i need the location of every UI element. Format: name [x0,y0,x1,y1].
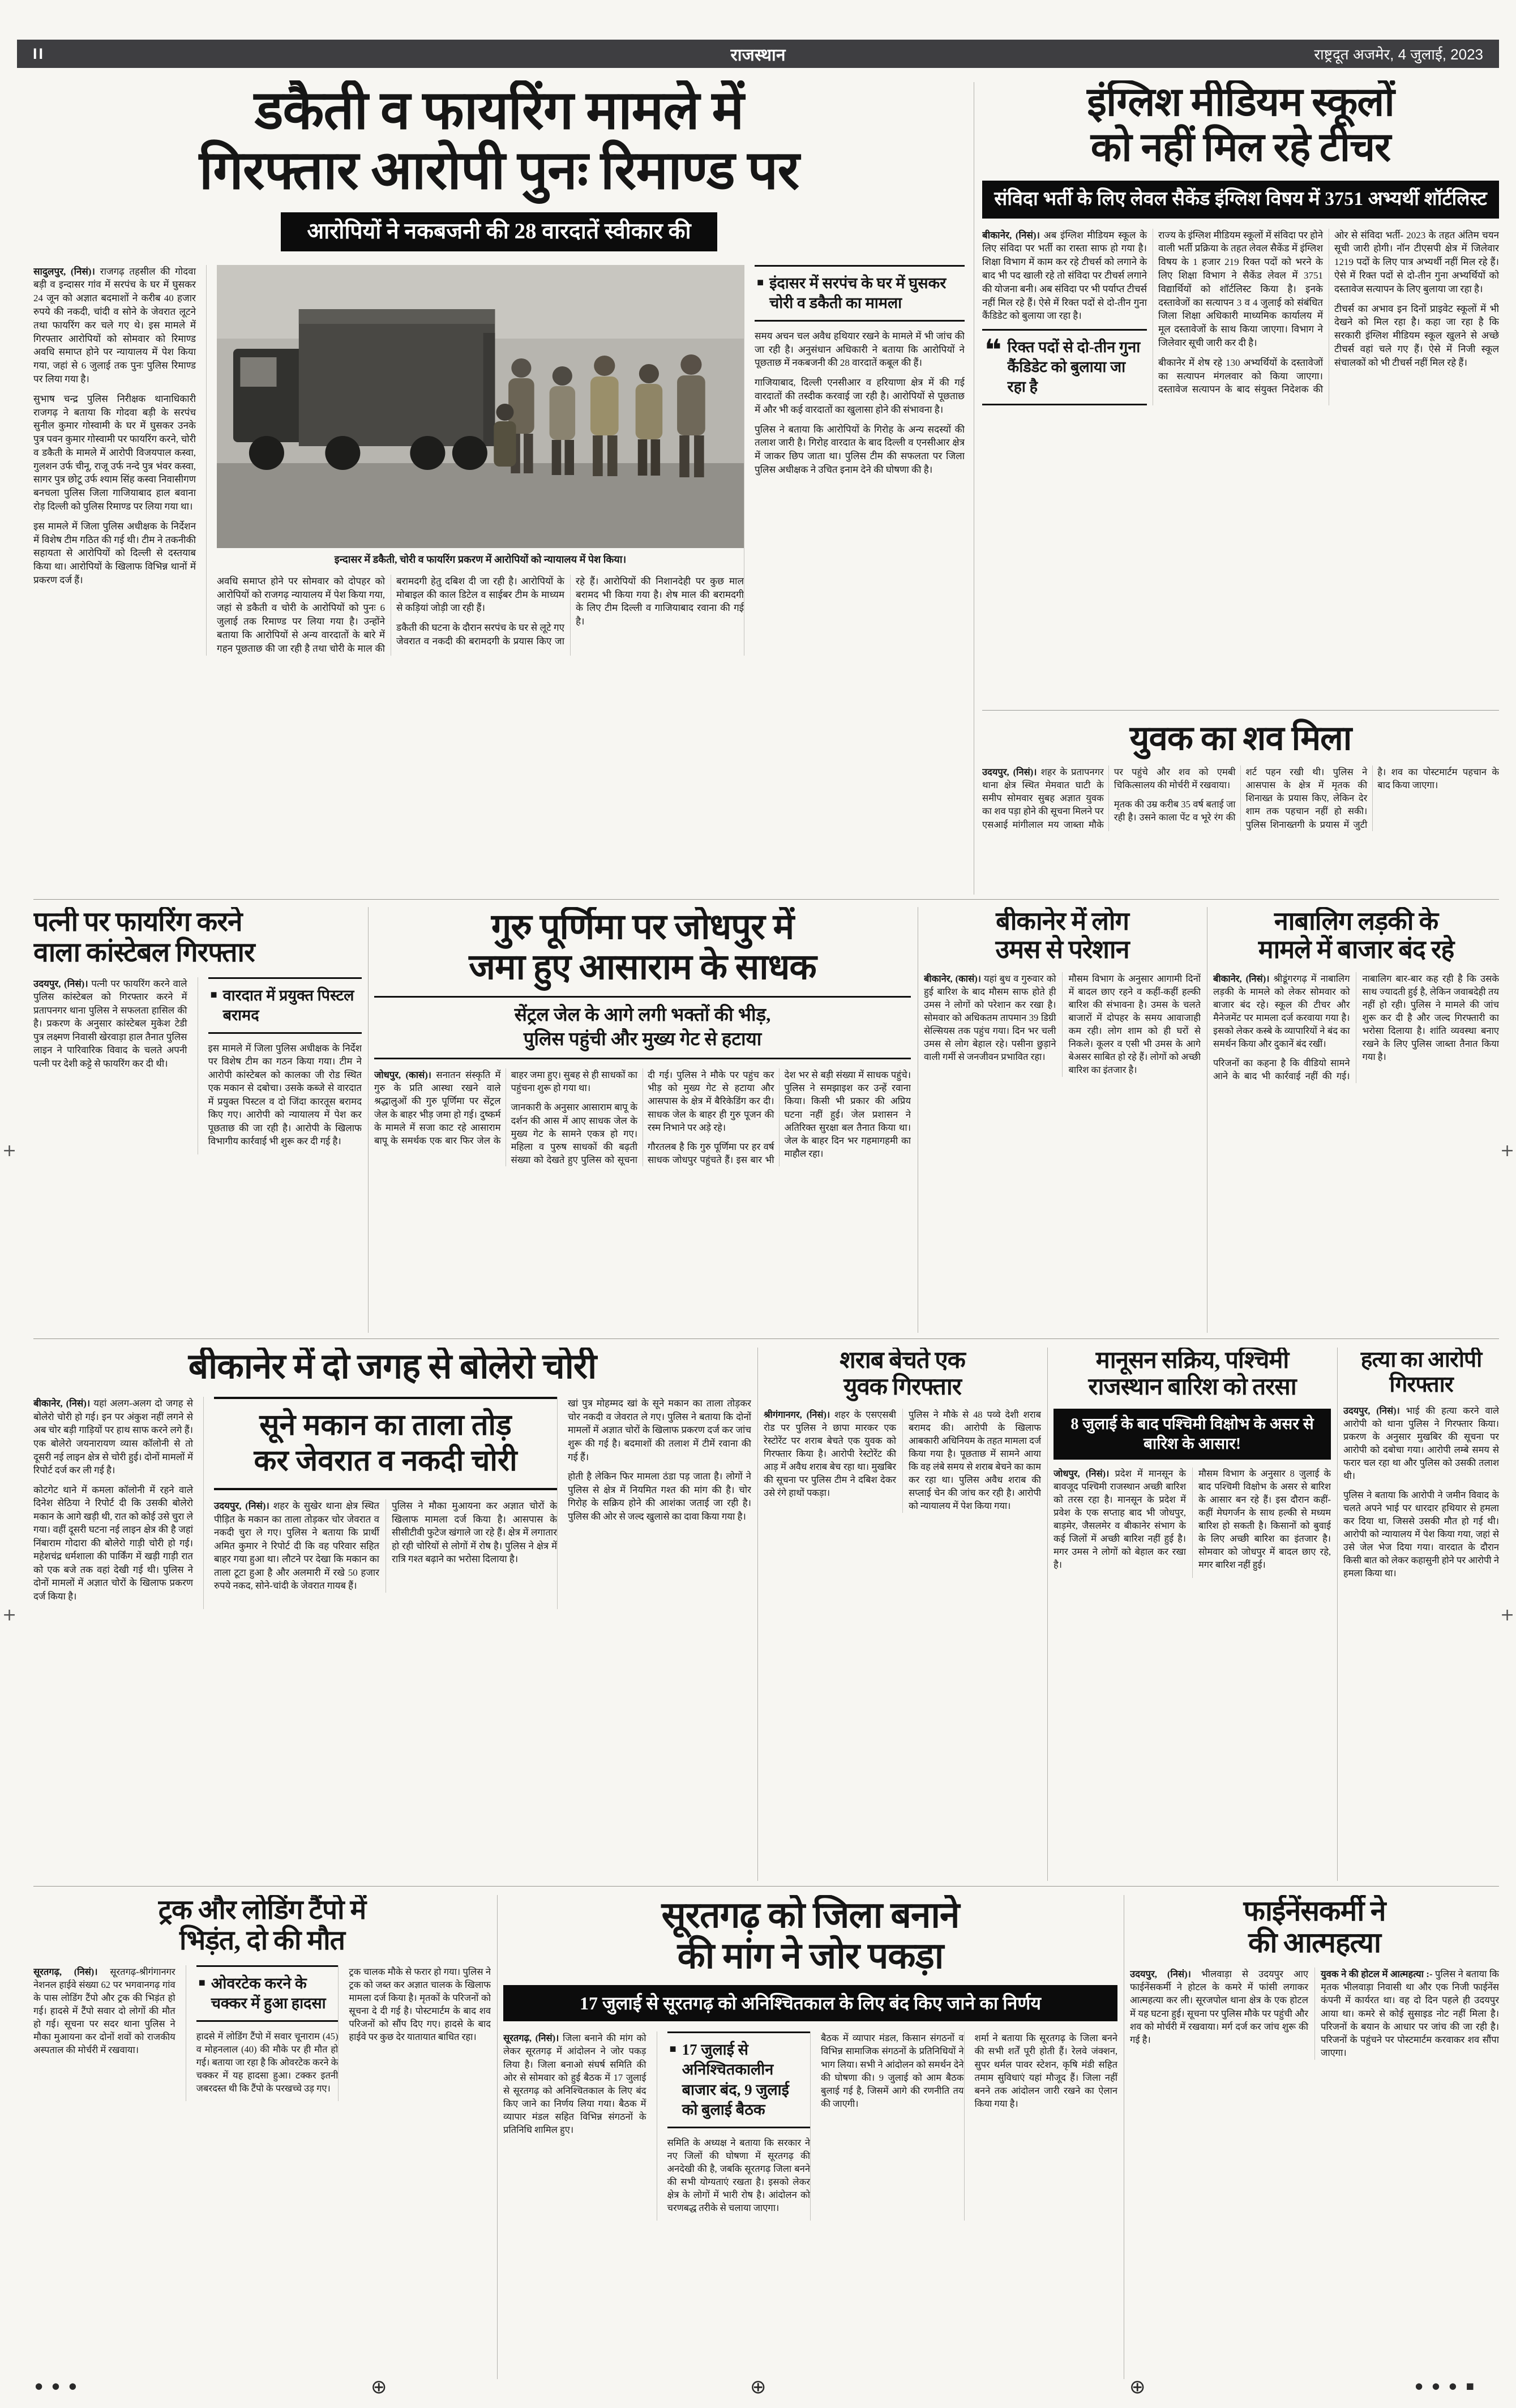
text-column [33,977,198,1154]
paragraph: बैठक में व्यापार मंडल, किसान संगठनों व विभिन्न सामाजिक संगठनों के प्रतिनिधियों ने भाग लिया। सभी ने आंदोलन को समर्थन देने की घोषणा की। 9 जुलाई को आम बैठक बुलाई गई है, जिसमें आगे की रणनीति तय की जाएगी। [821,2033,964,2109]
paragraph: बीकानेर में शेष रहे 130 अभ्यर्थियों के दस्तावेजों का सत्यापन मंगलवार को किया जाएगा। दस्तावेज सत्यापन के बाद संयुक्त निदेशक की ओर से संविदा भर्ती- 2023 के तहत अंतिम चयन सूची जारी होगी। नॉन टीएसपी क्षेत्र में जिलेवार 1219 पदों के लिए पात्र अभ्यर्थी नहीं मिल रहे हैं। ऐसे में रिक्त पदों से दो-तीन गुना अभ्यर्थियों को दस्तावेज सत्यापन के लिए बुलाया जा रहा है। [1158,229,1499,395]
section-divider [33,1338,1499,1339]
headline-line: शराब बेचते एक [840,1348,965,1374]
page-number: II [33,45,45,62]
paragraph [1213,972,1350,1051]
edition-dateline: राष्ट्रदूत अजमेर, 4 जुलाई, 2023 [1314,46,1483,63]
kicker-bar: 17 जुलाई से सूरतगढ़ को अनिश्चितकाल के लिए बंद किए जाने का निर्णय [503,1985,1117,2021]
paragraph: मौसम विभाग के अनुसार 8 जुलाई के बाद पश्चिमी विक्षोभ के असर से बारिश के आसार बन रहे हैं। इस दौरान कहीं-कहीं मेघगर्जन के साथ हल्की से मध्यम बारिश हो सकती है। किसानों को बुवाई के लिए अच्छी बारिश का इंतजार है। सोमवार को जोधपुर में बादल छाए रहे, मगर बारिश नहीं हुई। [1198,1468,1331,1570]
paragraph: डकैती की घटना के दौरान सरपंच के घर से लूटे गए जेवरात व नकदी की बरामदगी के प्रयास किए जा रहे हैं। आरोपियों की निशानदेही पर कुछ माल बरामद भी किया गया है। शेष माल की बरामदगी के लिए टीम दिल्ली व गाजियाबाद रवाना की गई है। [396,575,744,647]
highlight-box-text: इंदासर में सरपंच के घर में घुसकर चोरी व डकैती का मामला [769,274,947,311]
photo-column [206,265,744,656]
article-body [33,1397,751,1609]
paragraph [503,2031,646,2136]
paragraph [214,1499,379,1593]
section-title: राजस्थान [730,45,786,65]
dateline: सादुलपुर, (निसं)। [33,266,96,277]
kicker-bar: 8 जुलाई के बाद पश्चिमी विक्षोभ के असर से बारिश के आसार! [1054,1409,1331,1460]
headline-line: गिरफ्तार [1389,1372,1453,1397]
paragraph: गाजियाबाद, दिल्ली एनसीआर व हरियाणा क्षेत्र में की गई वारदातों की तस्दीक करवाई जा रही है। आरोपियों से पूछताछ में और भी कई वारदातों का खुलासा होने की संभावना है। [755,377,965,415]
subhead-line: पुलिस पहुंची और मुख्य गेट से हटाया [523,1029,762,1050]
lead-headline [33,80,965,201]
paragraph: राज्य के इंग्लिश मीडियम स्कूलों में संविदा पर होने वाली भर्ती प्रक्रिया के तहत लेवल सैकेंड में इंग्लिश विषय के 1 हजार 219 रिक्त पदों को भरने के लिए शिक्षा विभाग ने सैकेंड लेवल में 3751 विद्यार्थियों को शॉर्टलिस्ट किया है। इनके दस्तावेजों का सत्यापन 3 व 4 जुलाई को संबंधित जिला शिक्षा अधिकारी माध्यमिक कार्यालय में मूल दस्तावेजों के साथ किया जाएगा। विभाग ने जिलेवार सूची जारी कर दी है। [1158,229,1323,348]
paragraph [1321,1968,1499,2060]
paragraph-text: पत्नी पर फायरिंग करने वाले पुलिस कांस्टेबल को गिरफ्तार करने में प्रतापनगर थाना पुलिस ने सफलता हासिल की है। प्रकरण के अनुसार कांस्टेबल मुकेश टेडी पुत्र लक्ष्मण निवासी खेरवाड़ा हाल तैनात पुलिस लाइन ने पारिवारिक विवाद के चलते अपनी पत्नी पर देशी कट्टे से फायरिंग कर दी थी। [33,978,187,1069]
headline-line: गिरफ्तार आरोपी पुनः रिमाण्ड पर [199,140,799,201]
text-column [198,977,362,1154]
lead-kicker-bar: आरोपियों ने नकबजनी की 28 वारदातें स्वीकार की [281,212,717,251]
paragraph-text: सूरतगढ़-श्रीगंगानगर नेशनल हाईवे संख्या 62 पर भगवानगढ़ गांव के पास लोडिंग टैंपो और ट्रक की भिड़ंत हो गई। हादसे में टैंपो सवार दो लोगों की मौत हो गई। सूचना पर सदर थाना पुलिस ने मौका मुआयना कर दोनों शवों को राजकीय अस्पताल की मोर्चरी में रखवाया। [33,1966,175,2056]
headline-line: जमा हुए आसाराम के साधक [469,947,816,987]
headline [1343,1348,1499,1397]
headline-line: वाला कांस्टेबल गिरफ्तार [33,937,255,968]
photo-caption: इन्दासर में डकैती, चोरी व फायरिंग प्रकरण में आरोपियों को न्यायालय में पेश किया। [334,553,627,565]
paragraph-text: भीलवाड़ा से उदयपुर आए फाईनेंसकर्मी ने होटल के कमरे में फांसी लगाकर आत्महत्या कर ली। सूरजपोल थाना क्षेत्र के एक होटल में यह घटना हुई। सूचना पर पुलिस मौके पर पहुंची और शव को मोर्चरी में रखवाया। मर्ग दर्ज कर जांच शुरू की गई है। [1130,1969,1309,2046]
headline [924,907,1201,964]
dateline: बीकानेर, (निसं)। [33,1398,91,1409]
registration-mark-icon: ⊕ [1129,2376,1146,2398]
column-rule-divider [368,907,369,1333]
headline-line: सूने मकान का ताला तोड़ [259,1409,512,1442]
crop-mark-icon: + [2,1605,17,1625]
paragraph: टीचर्स का अभाव इन दिनों प्राइवेट स्कूलों में भी देखने को मिल रहा है। कहा जा रहा है कि सरकारी इंग्लिश मीडियम स्कूल खुलने से अच्छे टीचर्स वहां चले गए हैं। ऐसे में निजी स्कूल संचालकों को भी टीचर्स नहीं मिल रहे हैं। [1334,303,1499,368]
paragraph: शर्मा ने बताया कि सूरतगढ़ के जिला बनने की सभी शर्तें पूरी होती हैं। रेलवे जंक्शन, सुपर थर्मल पावर स्टेशन, कृषि मंडी सहित तमाम सुविधाएं यहां मौजूद हैं। जिला नहीं बनने तक आंदोलन जारी रखने का ऐलान किया गया है। [974,2033,1117,2109]
masthead-bar [17,40,1499,68]
registration-mark-icon: ⊕ [371,2376,387,2398]
dateline: सूरतगढ़, (निसं)। [33,1966,98,1977]
headline-line: गुरु पूर्णिमा पर जोधपुर में [491,907,794,947]
article-body [1343,1405,1499,1580]
column-rule-divider [497,1895,498,2379]
text-column [186,1965,339,2102]
headline-line: ट्रक और लोडिंग टैंपो में [158,1895,366,1925]
dateline: श्रीगंगानगर, (निसं)। [764,1409,830,1421]
paragraph: पुलिस ने बताया कि आरोपी ने जमीन विवाद के चलते अपने भाई पर धारदार हथियार से हमला कर दिया था, जिससे उसकी मौत हो गई थी। आरोपी को न्यायालय में पेश किया गया, जहां से उसे जेल भेज दिया गया। वारदात के दौरान किसी बात को लेकर कहासुनी होने पर आरोपी ने हमला किया था। [1343,1490,1499,1579]
lead-mid-text [217,575,744,656]
article-body [924,972,1201,1077]
subhead-line: सेंट्रल जेल के आगे लगी भक्तों की भीड़, [514,1005,771,1026]
paragraph: मृतक की उम्र करीब 35 वर्ष बताई जा रही है। उसने काला पेंट व भूरे रंग की शर्ट पहन रखी थी। पुलिस ने आसपास के क्षेत्र में मृतक की शिनाख्त के प्रयास किए, लेकिन देर शाम तक पहचान नहीं हो सकी। पुलिस शिनाख्तगी के प्रयास में जुटी है। शव का पोस्टमार्टम पहचान के बाद किया जाएगा। [1114,767,1499,830]
headline-line: राजस्थान बारिश को तरसा [1088,1374,1296,1401]
sub-story-body [214,1499,557,1593]
paragraph: गौरतलब है कि गुरु पूर्णिमा पर हर वर्ष साधक जोधपुर पहुंचते हैं। इस बार भी देश भर से बड़ी संख्या में साधक पहुंचे। पुलिस ने समझाइश कर उन्हें रवाना किया। किसी भी प्रकार की अप्रिय घटना नहीं हुई। जेल प्रशासन ने अतिरिक्त सुरक्षा बल तैनात किया था। जेल के बाहर दिन भर गहमागहमी का माहौल रहा। [648,1069,911,1166]
paragraph: ट्रक चालक मौके से फरार हो गया। पुलिस ने ट्रक को जब्त कर अज्ञात चालक के खिलाफ मामला दर्ज किया है। मृतकों के परिजनों को सूचना दे दी गई है। पोस्टमार्टम के बाद शव परिजनों को सौंप दिए गए। हादसे के बाद हाईवे पर कुछ देर यातायात बाधित रहा। [349,1966,491,2042]
article-body [33,1965,491,2102]
article-suratgarh-district-demand [503,1895,1117,2379]
paragraph [33,1965,175,2057]
headline-line: की आत्महत्या [1248,1927,1381,1958]
headline: युवक का शव मिला [1129,720,1352,757]
paragraph: पुलिस ने मौका मुआयना कर अज्ञात चोरों के खिलाफ मामला दर्ज किया है। आसपास के सीसीटीवी फुटेज खंगाले जा रहे हैं। क्षेत्र में लगातार हो रही चोरियों से लोगों में रोष है। पुलिस ने क्षेत्र में रात्रि गश्त बढ़ाने का भरोसा दिलाया है। [392,1500,557,1565]
highlight-box [208,977,362,1034]
article-body [764,1409,1041,1513]
article-truck-tempo-collision [33,1895,491,2379]
headline-line: इंग्लिश मीडियम स्कूलों [1087,80,1394,125]
headline-line: पत्नी पर फायरिंग करने [33,907,242,937]
article-monsoon-rain [1054,1348,1331,1881]
dateline: उदयपुर, (निसं)। [1343,1405,1400,1417]
headline [764,1348,1041,1401]
headline-line: युवक गिरफ्तार [843,1374,961,1401]
paragraph-text: शहर के प्रतापनगर थाना क्षेत्र स्थित मेमवात घाटी के समीप सोमवार सुबह अज्ञात युवक का शव पड़ा होने की सूचना मिलने पर एसआई मांगीलाल मय जाब्ता मौके पर पहुंचे और शव को एमबी चिकित्सालय की मोर्चरी में रखवाया। [982,767,1236,830]
paragraph: मौसम विभाग के अनुसार आगामी दिनों में बादल छाए रहने व कहीं-कहीं हल्की बारिश की संभावना है। उमस के चलते बाजारों में दोपहर के समय आवाजाही कम रही। लोग शाम को ही घरों से निकले। कूलर व एसी भी उमस के आगे बेअसर साबित हो रहे हैं। लोगों को अच्छी बारिश का इंतजार है। [1068,973,1201,1076]
column-rule-divider [1047,1348,1048,1881]
article-body [982,765,1499,831]
paragraph-text: पुलिस ने बताया कि मृतक भीलवाड़ा निवासी था और एक निजी फाईनेंस कंपनी में कार्यरत था। वह दो दिन पहले ही उदयपुर आया था। कमरे से कोई सुसाइड नोट नहीं मिला है। परिजनों के बयान के आधार पर जांच की जा रही है। परिजनों के पहुंचने पर पोस्टमार्टम करवाकर शव सौंपा जाएगा। [1321,1969,1499,2059]
news-photo-illustration [217,265,744,548]
headline [33,907,362,968]
article-bolero-theft [33,1348,751,1881]
text-column [33,265,206,656]
dateline: सूरतगढ़, (निसं)। [503,2033,559,2044]
headline-line: मामले में बाजार बंद रहे [1258,935,1454,964]
paragraph [33,977,187,1071]
article-body [374,1068,911,1167]
kicker-bar: संविदा भर्ती के लिए लेवल सैकेंड इंग्लिश विषय में 3751 अभ्यर्थी शॉर्टलिस्ट [982,181,1499,219]
paragraph [1054,1468,1186,1572]
paragraph-text: अब इंग्लिश मीडियम स्कूल के लिए संविदा पर भर्ती का रास्ता साफ हो गया है। शिक्षा विभाग में काम कर रहे टीचर्स को लगाने के बाद भी पद खाली रहे तो संविदा पर टीचर्स लगाने की योजना बनी। अब संविदा पर भी पर्याप्त टीचर्स नहीं मिल रहे हैं। ऐसे में रिक्त पदों से दो-तीन गुना कैंडिडेट को बुलाया जा रहा है। [982,229,1147,322]
headline-line: डकैती व फायरिंग मामले में [254,80,744,140]
dateline: उदयपुर, (निसं)। [982,767,1037,778]
highlight-box-text: वारदात में प्रयुक्त पिस्टल बरामद [222,986,354,1024]
lead-body [33,265,965,656]
dateline: बीकानेर, (कासं)। [924,973,981,984]
article-murder-accused-arrested [1343,1348,1499,1881]
text-column [33,1397,203,1609]
paragraph-text: यहां बुध व गुरुवार को हुई बारिश के बाद मौसम साफ होते ही उमस ने लोगों को परेशान कर रखा है। सोमवार को अधिकतम तापमान 39 डिग्री सेल्सियस तक पहुंच गया। दिन भर चली उमस से लोग बेहाल रहे। पसीना छुड़ाने वाली गर्मी से जनजीवन प्रभावित रहा। [924,973,1056,1063]
corner-dots-icon: ● ● ● ■ [1415,2381,1478,2391]
article-humidity-bikaner [924,907,1201,1333]
paragraph: हादसे में लोडिंग टैंपो में सवार चूनाराम (45) व मोहनलाल (40) की मौके पर ही मौत हो गई। बताया जा रहा है कि ओवरटेक करने के चक्कर में यह हादसा हुआ। टक्कर इतनी जबरदस्त थी कि टैंपो के परखच्चे उड़ गए। [196,2030,339,2094]
paragraph [982,229,1147,323]
article-constable-arrested [33,907,362,1333]
article-english-medium-teachers [982,80,1499,702]
paragraph-text: प्रदेश में मानसून के बावजूद पश्चिमी राजस्थान अच्छी बारिश को तरस रहा है। मानसून के प्रदेश में प्रवेश के एक सप्ताह बाद भी जोधपुर, बाड़मेर, जैसलमेर व बीकानेर संभाग के कई जिलों में अच्छी बारिश नहीं हुई है। मगर उमस ने लोगों को बेहाल कर रखा है। [1054,1468,1186,1570]
text-column [744,265,965,656]
article-minor-girl-market-closed [1213,907,1499,1333]
headline-line: को नहीं मिल रहे टीचर [1090,125,1391,170]
paragraph: पुलिस ने मौके से 48 पव्वे देशी शराब बरामद की। आरोपी के खिलाफ आबकारी अधिनियम के तहत मामला दर्ज किया गया है। पूछताछ में सामने आया कि वह लंबे समय से शराब बेचने का काम कर रहा था। पुलिस अवैध शराब की सप्लाई चेन की जांच कर रही है। आरोपी को न्यायालय में पेश किया गया। [909,1409,1041,1511]
dateline: उदयपुर, (निसं)। [1130,1969,1191,1979]
article-finance-worker-suicide [1130,1895,1499,2379]
section-divider [33,1886,1499,1887]
headline [1130,1895,1499,1958]
text-column [964,2031,1118,2221]
dateline: उदयपुर, (निसं)। [33,978,88,989]
article-body [33,977,362,1154]
text-column [810,2031,964,2221]
corner-dots-icon: ● ● ● [35,2381,80,2391]
article-body [503,2031,1117,2221]
pull-quote-box [982,329,1147,405]
headline-line: नाबालिग लड़की के [1274,907,1438,935]
headline [374,907,911,987]
headline [1213,907,1499,964]
paragraph: इस मामले में जिला पुलिस अधीक्षक के निर्देश पर विशेष टीम का गठन किया गया। टीम ने आरोपी कांस्टेबल को कालका जी रोड स्थित एक मकान से दबोचा। उसके कब्जे से वारदात में प्रयुक्त पिस्टल व दो जिंदा कारतूस बरामद किए गए। आरोपी को न्यायालय में पेश कर पूछताछ की जा रही है। आरोपी के खिलाफ विभागीय कार्रवाई भी शुरू कर दी गई है। [208,1042,362,1147]
article-body [1054,1468,1331,1578]
crop-mark-icon: + [2,1141,17,1161]
headline-line: मानूसन सक्रिय, पश्चिमी [1095,1348,1289,1374]
highlight-box-text: 17 जुलाई से अनिश्चितकालीन बाजार बंद, 9 जुलाई को बुलाई बैठक [682,2041,789,2118]
crop-mark-icon: + [1500,1141,1515,1161]
paragraph: इस मामले में जिला पुलिस अधीक्षक के निर्देशन में विशेष टीम गठित की गई थी। टीम ने तकनीकी सहायता से आरोपियों को दिल्ली से दस्तयाब किया था। आरोपियों के खिलाफ विभिन्न थानों में प्रकरण दर्ज हैं। [33,520,196,586]
paragraph [924,972,1056,1064]
box-bullet-icon: ■ [757,276,764,289]
headline-line: हत्या का आरोपी [1360,1348,1482,1372]
article-body [1213,972,1499,1083]
sub-story-headline [214,1397,557,1490]
headline-line: कर जेवरात व नकदी चोरी [254,1444,517,1477]
column-rule-divider [1337,1348,1338,1881]
paragraph-text: श्रीडूंगरगढ़ में नाबालिग लड़की के मामले को लेकर सोमवार को बाजार बंद रहे। स्कूल की टीचर और मैनेजमेंट पर मामला दर्ज करवाया गया है। इसको लेकर कस्बे के व्यापारियों ने बंद का समर्थन किया और दुकानें बंद रखीं। [1213,973,1350,1050]
headline-line: बीकानेर में लोग [996,907,1129,935]
paragraph: परिजनों का कहना है कि वीडियो सामने आने के बाद भी कार्रवाई नहीं की गई। नाबालिग बार-बार कह रही है कि उसके साथ ज्यादती हुई है, लेकिन जवाबदेही तय नहीं हो रही। पुलिस ने मामले की जांच शुरू कर दी है और जल्द गिरफ्तारी का भरोसा दिलाया है। शांति व्यवस्था बनाए रखने के लिए पुलिस जाब्ता तैनात किया गया है। [1213,973,1499,1082]
paragraph-text: शहर के सुखेर थाना क्षेत्र स्थित पीड़ित के मकान का ताला तोड़कर चोर जेवरात व नकदी चुरा ले गए। पुलिस ने बताया कि प्रार्थी अमित कुमार ने रिपोर्ट दी कि वह परिवार सहित बाहर गया हुआ था। लौटने पर देखा कि मकान का ताला टूटा हुआ है और अलमारी में रखे 50 हजार रुपये नकद, सोने-चांदी के जेवरात गायब हैं। [214,1500,380,1592]
dateline: जोधपुर, (निसं)। [1054,1468,1110,1479]
paragraph: अवधि समाप्त होने पर सोमवार को दोपहर को आरोपियों को राजगढ़ न्यायालय में पेश किया गया, जहां से डकैती व चोरी के आरोपियों को पुनः 6 जुलाई तक रिमाण्ड पर लिया गया है। उन्होंने बताया कि आरोपियों से अन्य वारदातों के बारे में गहन पूछताछ की जा रही है तथा चोरी के माल की बरामदगी हेतु दबिश दी जा रही है। आरोपियों के मोबाइल की काल डिटेल व साईबर टीम के माध्यम से कड़ियां जोड़ी जा रही हैं। [217,575,564,654]
highlight-box-text: ओवरटेक करने के चक्कर में हुआ हादसा [211,1974,326,2012]
subhead-box [374,996,911,1059]
paragraph-text: यहां अलग-अलग दो जगह से बोलेरो चोरी हो गई। इन पर अंकुश नहीं लगने से अब चोर बड़ी गाड़ियों पर हाथ साफ करने लगे हैं। एक बोलेरो जयनारायण व्यास कॉलोनी से तो दूसरी नई लाइन क्षेत्र से चोरी हुई। दोनों मामलों में रिपोर्ट दर्ज कर ली गई है। [33,1398,193,1476]
box-bullet-icon: ■ [669,2043,676,2056]
headline [33,1895,491,1956]
headline-line: भिड़ंत, दो की मौत [179,1925,345,1956]
text-column [503,2031,657,2221]
paragraph: समय अचन चल अवैध हथियार रखने के मामले में भी जांच की जा रही है। अनुसंधान अधिकारी ने बताया कि आरोपियों ने पूछताछ में नकबजनी की 28 वारदातें कबूल की हैं। [755,330,965,369]
sub-caption: युवक ने की होटल में आत्महत्या :- [1321,1969,1433,1979]
paragraph [33,265,196,386]
paragraph: सुभाष चन्द्र पुलिस निरीक्षक थानाधिकारी राजगढ़ ने बताया कि गोदवा बड़ी के सरपंच सुनील कुमार गोस्वामी के घर में घुसकर उनके पुत्र पवन कुमार गोस्वामी पर फायरिंग करने, चोरी व डकैती के मामले में आरोपी विजयपाल कस्वा, गुलशन उर्फ चीनू, राजू उर्फ नन्दे पुत्र भंवर कस्वा, सागर पुत्र छोटू उर्फ श्याम सिंह कस्वा निवासीगण बनचला पुलिस जिला गाजियाबाद हाल बवाना रोड़ दिल्ली को पुलिस रिमाण्ड पर लिया गया था। [33,393,196,512]
headline [503,1895,1117,1976]
highlight-box [667,2031,811,2128]
headline-line: की मांग ने जोर पकड़ा [677,1935,944,1976]
paragraph [1130,1968,1308,2046]
headline-line: फाईनेंसकर्मी ने [1243,1895,1386,1927]
text-column [33,1965,186,2102]
pull-quote-text: रिक्त पदों से दो-तीन गुना कैंडिडेट को बुलाया जा रहा है [1007,339,1141,396]
box-bullet-icon: ■ [198,1976,205,1989]
paragraph-text: भाई की हत्या करने वाले आरोपी को थाना पुलिस ने गिरफ्तार किया। प्रकरण के अनुसार मुखबिर की सूचना पर आरोपी को दबोचा गया। आरोपी लम्बे समय से फरार चल रहा था और पुलिस को उसकी तलाश थी। [1343,1405,1499,1482]
text-column [338,1965,491,2102]
highlight-box [755,265,965,322]
paragraph [1343,1405,1499,1483]
headline [1054,1348,1331,1401]
article-body [1130,1968,1499,2060]
paragraph [764,1409,896,1500]
paragraph-text: सनातन संस्कृति में गुरु के प्रति आस्था रखने वाले श्रद्धालुओं की गुरु पूर्णिमा पर सेंट्रल जेल के बाहर भीड़ जमा हो गई। दुष्कर्म के मामले में सजा काट रहे आसाराम बापू के समर्थक एक बार फिर जेल के बाहर जमा हुए। सुबह से ही साधकों का पहुंचना शुरू हो गया था। [374,1069,637,1146]
column-rule-divider [757,1348,758,1881]
headline [982,80,1499,170]
paragraph: जानकारी के अनुसार आसाराम बापू के दर्शन की आस में आए साधक जेल के मुख्य गेट के सामने एकत्र हो गए। महिला व पुरुष साधकों की बढ़ती संख्या को देखते हुए पुलिस को सूचना दी गई। पुलिस ने मौके पर पहुंच कर भीड़ को मुख्य गेट से हटाया और आसपास के क्षेत्र में बैरिकेडिंग कर दी। साधक जेल के बाहर ही गुरु पूजन की रस्म निभाने पर अड़े रहे। [511,1069,774,1166]
paragraph [33,1397,193,1477]
paragraph-text: शहर के एसएसबी रोड पर पुलिस ने छापा मारकर एक रेस्टोरेंट पर शराब बेचते एक युवक को गिरफ्तार किया है। आरोपी रेस्टोरेंट की आड़ में अवैध शराब बेच रहा था। मुखबिर की सूचना पर पुलिस टीम ने दबिश देकर उसे रंगे हाथों पकड़ा। [764,1409,897,1498]
paragraph-text: जिला बनाने की मांग को लेकर सूरतगढ़ में आंदोलन ने जोर पकड़ लिया है। जिला बनाओ संघर्ष समिति की ओर से सोमवार को हुई बैठक में 17 जुलाई से सूरतगढ़ को अनिश्चितकाल के लिए बंद किए जाने का निर्णय लिया गया। बैठक में व्यापार मंडल सहित विभिन्न संगठनों के प्रतिनिधि शामिल हुए। [503,2033,646,2135]
crop-mark-icon: + [1500,1605,1515,1625]
dateline: बीकानेर, (निसं)। [982,229,1040,241]
headline-line: उमस से परेशान [995,935,1129,964]
text-column [557,1397,751,1609]
headline-line: सूरतगढ़ को जिला बनाने [661,1895,960,1935]
news-photo [217,265,744,548]
article-asaram-devotees [374,907,911,1333]
article-body-found [982,710,1499,895]
quote-icon: ❝ [984,333,1002,368]
highlight-box [196,1965,339,2022]
box-bullet-icon: ■ [210,988,217,1001]
paragraph: खां पुत्र मोहम्मद खां के सूने मकान का ताला तोड़कर चोर नकदी व जेवरात ले गए। पुलिस ने बताया कि दोनों मामलों में अज्ञात चोरों के खिलाफ प्रकरण दर्ज कर जांच शुरू की गई है। बदमाशों की तलाश में टीमें रवाना की गई हैं। [568,1398,751,1462]
registration-mark-icon: ⊕ [750,2376,766,2398]
dateline: जोधपुर, (कासं)। [374,1069,432,1080]
paragraph-text: राजगढ़ तहसील की गोदवा बड़ी व इन्दासर गांव में सरपंच के घर में घुसकर 24 जून को अज्ञात बदमाशों ने करीब 40 हजार रुपये की नकदी, चांदी व सोने के जेवरात लूटने तथा फायरिंग कर चले गए थे। इस मामले में गिरफ्तार आरोपियों को सोमवार को रिमाण्ड अवधि समाप्त होने पर न्यायालय में पेश किया गया, जहां से 6 जुलाई तक पुनः पुलिस रिमाण्ड पर लिया गया है। [33,266,196,384]
article-dacoity-remand [33,80,965,895]
article-body [982,229,1499,406]
section-divider [33,899,1499,900]
text-column [657,2031,811,2221]
dateline: उदयपुर, (निसं)। [214,1500,269,1512]
paragraph: समिति के अध्यक्ष ने बताया कि सरकार ने नए जिलों की घोषणा में सूरतगढ़ की अनदेखी की है, जबकि सूरतगढ़ जिला बनने की सभी योग्यताएं रखता है। इसको लेकर क्षेत्र के लोगों में भारी रोष है। आंदोलन को चरणबद्ध तरीके से चलाया जाएगा। [667,2137,810,2214]
paragraph: कोटगेट थाने में कमला कॉलोनी में रहने वाले दिनेश सेठिया ने रिपोर्ट दी कि उसकी बोलेरो मकान के आगे खड़ी थी, रात को कोई उसे चुरा ले गया। वहीं दूसरी घटना नई लाइन क्षेत्र की है जहां निंबाराम गोदारा की बोलेरो गाड़ी चोरी हो गई। महेशचंद्र धर्मशाला की पार्किंग में खड़ी गाड़ी रात को एक बजे तक वहां देखी गई थी। पुलिस ने दोनों मामलों में अज्ञात चोरों के खिलाफ प्रकरण दर्ज किया है। [33,1484,193,1602]
paragraph: पुलिस ने बताया कि आरोपियों के गिरोह के अन्य सदस्यों की तलाश जारी है। गिरोह वारदात के बाद दिल्ली व एनसीआर क्षेत्र में जाकर छिप जाता था। पुलिस टीम की सफलता पर जिला पुलिस अधीक्षक ने उचित इनाम देने की घोषणा की है। [755,424,965,475]
headline: बीकानेर में दो जगह से बोलेरो चोरी [188,1348,597,1386]
article-liquor-arrest [764,1348,1041,1881]
dateline: बीकानेर, (निसं)। [1213,973,1270,984]
paragraph: होती है लेकिन फिर मामला ठंडा पड़ जाता है। लोगों ने पुलिस से क्षेत्र में नियमित गश्त की मांग की है। चोर गिरोह के सक्रिय होने की आशंका जताई जा रही है। पुलिस की ओर से जल्द खुलासे का दावा किया गया है। [568,1471,751,1522]
text-column [203,1397,557,1609]
